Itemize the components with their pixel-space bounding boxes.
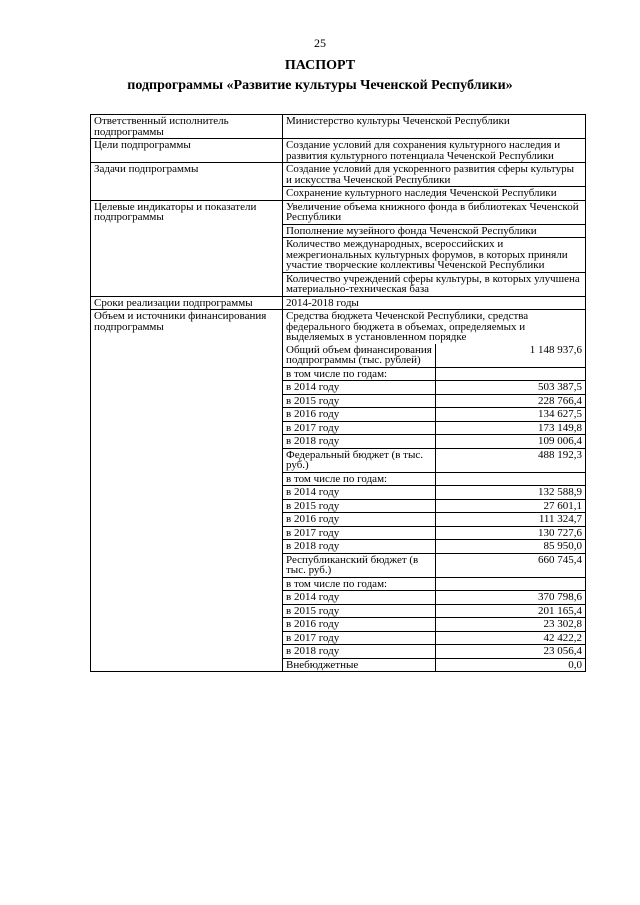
funding-row-value: 85 950,0 <box>436 540 586 554</box>
funding-row-label: в 2018 году <box>283 540 436 554</box>
funding-row-value: 488 192,3 <box>436 448 586 472</box>
funding-row-label: в 2017 году <box>283 526 436 540</box>
funding-row <box>283 381 585 395</box>
funding-row <box>283 604 585 618</box>
funding-row-label: в 2015 году <box>283 604 436 618</box>
funding-row-value <box>436 367 586 381</box>
document-title: ПАСПОРТ <box>284 58 356 73</box>
funding-row-label: в том числе по годам: <box>283 367 436 381</box>
task-item: Сохранение культурного наследия Чеченской Республики <box>283 186 585 200</box>
funding-row <box>283 577 585 591</box>
funding-row <box>283 435 585 449</box>
funding-row-label: в 2014 году <box>283 381 436 395</box>
funding-label: Объем и источники финансирования подпрограммы <box>91 310 283 672</box>
funding-row-value: 132 588,9 <box>436 486 586 500</box>
funding-row-label: Общий объем финансирования подпрограммы (тыс. рублей) <box>283 344 436 368</box>
funding-row-value: 370 798,6 <box>436 591 586 605</box>
funding-row-value: 660 745,4 <box>436 553 586 577</box>
indicators-label: Целевые индикаторы и показатели подпрограммы <box>91 200 283 296</box>
funding-row-label: в том числе по годам: <box>283 577 436 591</box>
row-tasks <box>91 163 586 201</box>
funding-row <box>283 408 585 422</box>
funding-row-value: 173 149,8 <box>436 421 586 435</box>
executor-value: Министерство культуры Чеченской Республики <box>283 115 586 139</box>
funding-row <box>283 394 585 408</box>
funding-row-value <box>436 472 586 486</box>
row-executor <box>91 115 586 139</box>
funding-row <box>283 421 585 435</box>
funding-row-label: в 2014 году <box>283 591 436 605</box>
funding-row-label: в 2016 году <box>283 513 436 527</box>
page-number: 25 <box>314 36 326 50</box>
funding-row-label: в 2018 году <box>283 435 436 449</box>
funding-row <box>283 367 585 381</box>
funding-row <box>283 645 585 659</box>
funding-row-label: в 2018 году <box>283 645 436 659</box>
indicator-item: Пополнение музейного фонда Чеченской Республики <box>283 224 585 238</box>
funding-row <box>283 499 585 513</box>
funding-row-value: 201 165,4 <box>436 604 586 618</box>
document-subtitle: подпрограммы «Развитие культуры Чеченской Республики» <box>127 78 513 93</box>
row-funding <box>91 310 586 672</box>
indicator-item: Количество международных, всероссийских и межрегиональных культурных форумов, в которых приняли участие творческие коллективы Чеченской Республики <box>283 237 585 272</box>
funding-row-value: 130 727,6 <box>436 526 586 540</box>
funding-row <box>283 658 585 671</box>
funding-row-value: 27 601,1 <box>436 499 586 513</box>
tasks-label: Задачи подпрограммы <box>91 163 283 201</box>
funding-row <box>283 553 585 577</box>
indicator-item: Количество учреждений сферы культуры, в которых улучшена материально-техническая база <box>283 272 585 296</box>
row-terms <box>91 296 586 310</box>
funding-row <box>283 631 585 645</box>
row-indicators <box>91 200 586 296</box>
tasks-value <box>283 163 586 201</box>
funding-row-value: 503 387,5 <box>436 381 586 395</box>
passport-table <box>90 114 586 672</box>
funding-row <box>283 618 585 632</box>
funding-row-label: в 2016 году <box>283 408 436 422</box>
funding-row-label: в 2015 году <box>283 499 436 513</box>
funding-row <box>283 591 585 605</box>
funding-row-value: 134 627,5 <box>436 408 586 422</box>
indicator-item: Увеличение объема книжного фонда в библиотеках Чеченской Республики <box>286 200 579 223</box>
funding-row-value: 111 324,7 <box>436 513 586 527</box>
funding-row-value: 42 422,2 <box>436 631 586 645</box>
funding-row-label: в 2016 году <box>283 618 436 632</box>
funding-row-label: в 2014 году <box>283 486 436 500</box>
funding-row-value <box>436 577 586 591</box>
goals-value: Создание условий для сохранения культурного наследия и развития культурного потенциала Чеченской Республики <box>283 139 586 163</box>
funding-value <box>283 310 586 672</box>
funding-row-value: 23 302,8 <box>436 618 586 632</box>
indicators-value <box>283 200 586 296</box>
funding-row <box>283 513 585 527</box>
task-item: Создание условий для ускоренного развития сферы культуры и искусства Чеченской Республики <box>286 163 574 186</box>
terms-label: Сроки реализации подпрограммы <box>91 296 283 310</box>
funding-row <box>283 540 585 554</box>
funding-row-label: в 2017 году <box>283 631 436 645</box>
funding-row <box>283 344 585 368</box>
funding-row-value: 228 766,4 <box>436 394 586 408</box>
goals-label: Цели подпрограммы <box>91 139 283 163</box>
funding-row <box>283 526 585 540</box>
executor-label: Ответственный исполнитель подпрограммы <box>91 115 283 139</box>
funding-row-value: 0,0 <box>436 658 586 671</box>
funding-row-label: в 2017 году <box>283 421 436 435</box>
terms-value: 2014-2018 годы <box>283 296 586 310</box>
funding-row <box>283 448 585 472</box>
funding-row-label: в том числе по годам: <box>283 472 436 486</box>
funding-table <box>283 344 585 672</box>
funding-row <box>283 486 585 500</box>
funding-row-label: в 2015 году <box>283 394 436 408</box>
funding-row-value: 1 148 937,6 <box>529 343 582 356</box>
funding-row <box>283 472 585 486</box>
row-goals <box>91 139 586 163</box>
funding-intro: Средства бюджета Чеченской Республики, средства федерального бюджета в объемах, определяемых и выделяемых в установленном порядке <box>286 310 529 343</box>
funding-row-label: Республиканский бюджет (в тыс. руб.) <box>283 553 436 577</box>
funding-row-value: 109 006,4 <box>436 435 586 449</box>
funding-row-value: 23 056,4 <box>436 645 586 659</box>
funding-row-label: Федеральный бюджет (в тыс. руб.) <box>283 448 436 472</box>
funding-row-label: Внебюджетные <box>283 658 436 671</box>
